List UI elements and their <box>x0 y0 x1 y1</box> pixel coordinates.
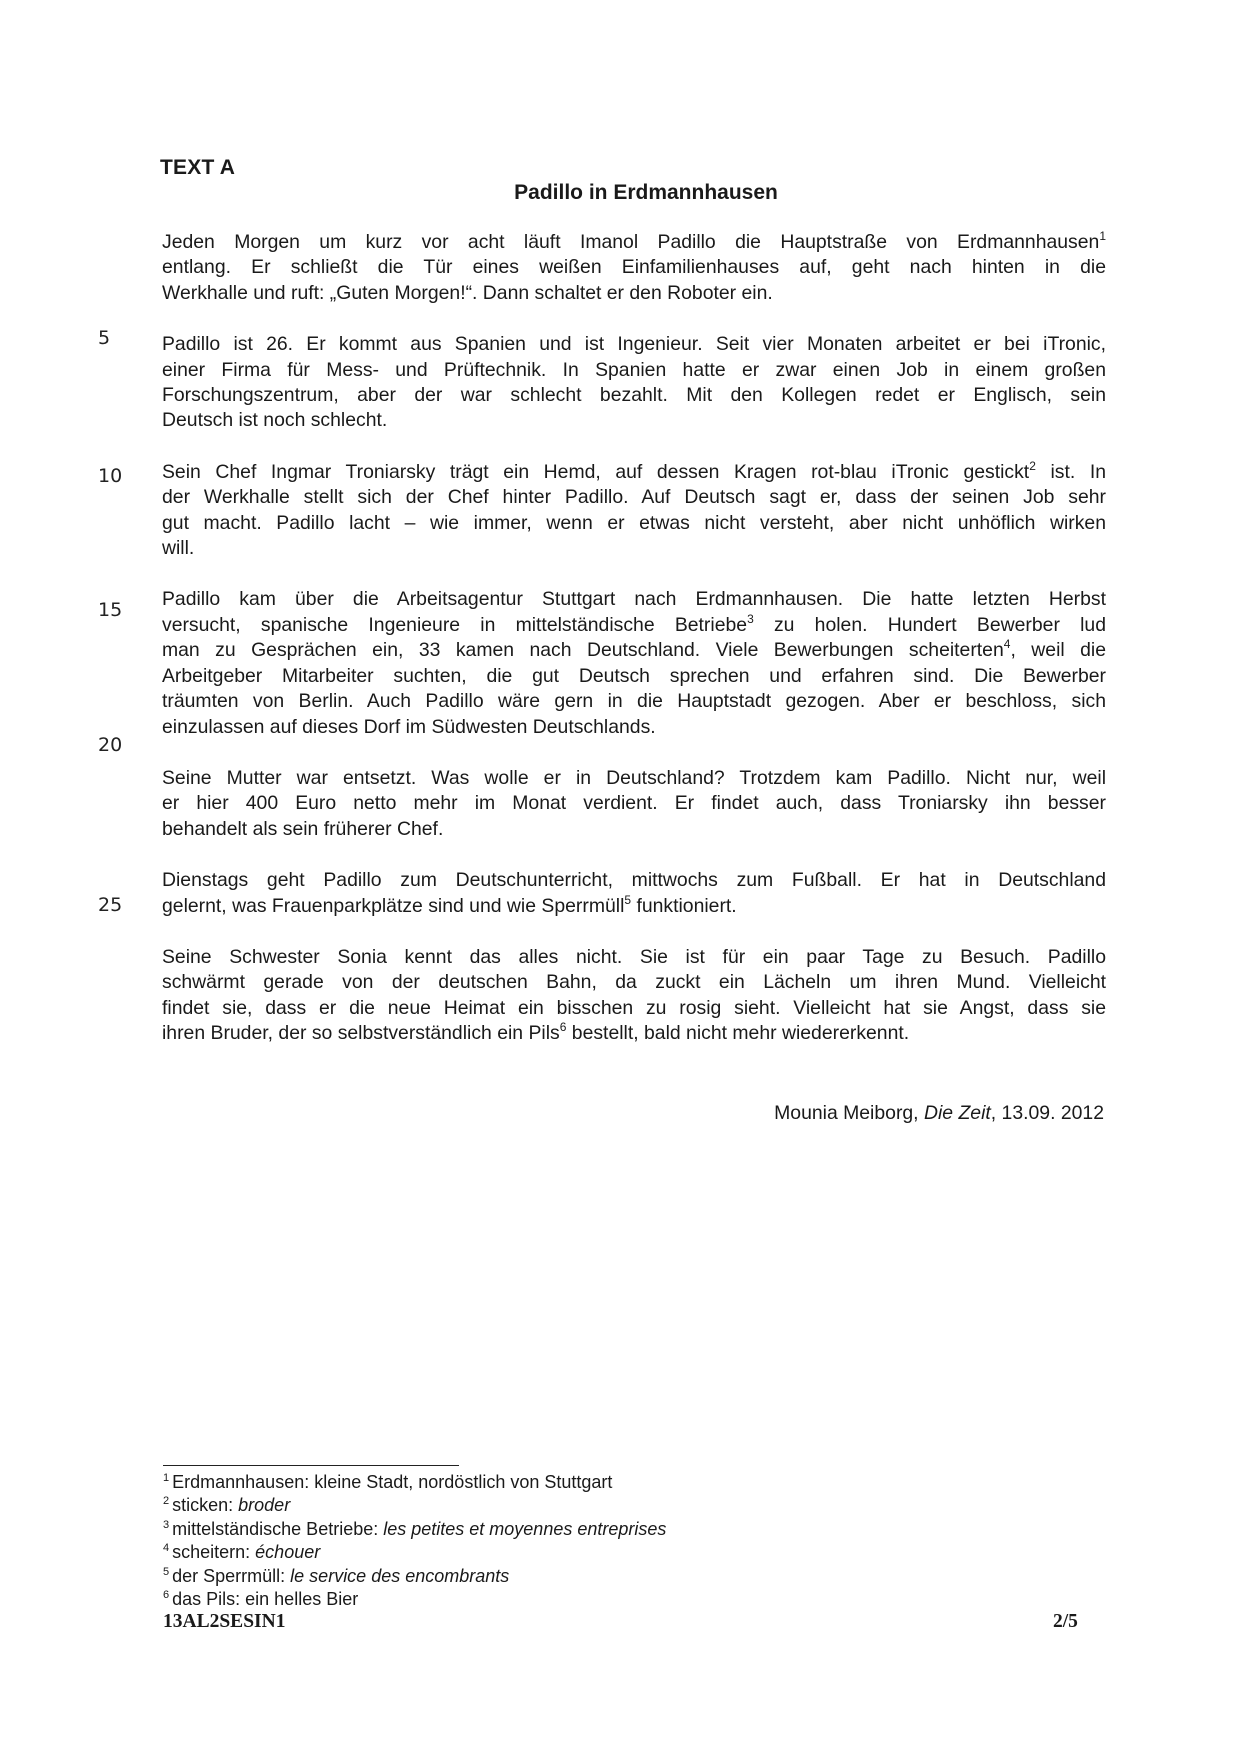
text-segment: Deutsch ist noch schlecht. <box>162 409 388 432</box>
footnote-term: Erdmannhausen: kleine Stadt, nordöstlich von Stuttgart <box>172 1472 613 1492</box>
text-segment: gelernt, was Frauenparkplätze sind und wie Sperrmüll <box>162 894 625 917</box>
footnote-number: 6 <box>163 1589 170 1602</box>
text-segment: zu holen. Hundert Bewerber lud <box>753 613 1106 636</box>
text-line <box>162 460 1106 485</box>
text-segment: Padillo kam über die Arbeitsagentur Stuttgart nach Erdmannhausen. Die hatte letzten Herbst <box>162 588 1106 611</box>
text-line <box>162 817 1106 842</box>
footnote-term: scheitern: <box>172 1542 256 1563</box>
text-segment: ihren Bruder, der so selbstverständlich ein Pils <box>162 1022 560 1045</box>
paragraph <box>162 230 1106 306</box>
text-segment: funktioniert. <box>631 894 737 917</box>
text-segment: , weil die <box>1010 639 1106 662</box>
text-line <box>162 715 1106 740</box>
text-segment: einer Firma für Mess- und Prüftechnik. In Spanien hatte er zwar einen Job in einem großen <box>162 358 1106 381</box>
footnote-term: der Sperrmüll: <box>172 1565 291 1586</box>
page-number: 2/5 <box>1053 1611 1078 1632</box>
text-segment: Sein Chef Ingmar Troniarsky trägt ein Hemd, auf dessen Kragen rot-blau iTronic gestickt <box>162 460 1030 483</box>
citation-author: Mounia Meiborg, <box>774 1102 924 1124</box>
footnote-ref: 3 <box>747 611 754 626</box>
text-segment: will. <box>162 537 195 560</box>
text-segment: schwärmt gerade von der deutschen Bahn, da zuckt ein Lächeln um ihren Mund. Vielleicht <box>162 971 1106 994</box>
text-segment: Arbeitgeber Mitarbeiter suchten, die gut Deutsch sprechen und erfahren sind. Die Bewerber <box>162 664 1106 687</box>
footnote-ref: 4 <box>1003 637 1011 652</box>
text-segment: bestellt, bald nicht mehr wiedererkennt. <box>566 1022 910 1045</box>
text-segment: versucht, spanische Ingenieure in mittelständische Betriebe <box>162 613 748 636</box>
line-number: 10 <box>98 465 123 487</box>
footnote-item <box>163 1565 666 1588</box>
footnotes <box>163 1471 666 1611</box>
text-segment: man zu Gesprächen ein, 33 kamen nach Deutschland. Viele Bewerbungen scheiterten <box>162 639 1004 662</box>
text-line <box>162 408 1106 433</box>
citation <box>160 1102 1104 1125</box>
text-segment: ist. In <box>1035 460 1106 483</box>
text-segment: Dienstags geht Padillo zum Deutschunterricht, mittwochs zum Fußball. Er hat in Deutschland <box>162 869 1106 892</box>
text-segment: einzulassen auf dieses Dorf im Südwesten Deutschlands. <box>162 715 656 738</box>
text-segment: behandelt als sein früherer Chef. <box>162 817 444 840</box>
text-line <box>162 255 1106 280</box>
text-line <box>162 511 1106 536</box>
text-segment: Werkhalle und ruft: „Guten Morgen!“. Dann schaltet er den Roboter ein. <box>162 281 773 304</box>
text-line <box>162 1021 1106 1046</box>
paragraph <box>162 332 1106 434</box>
text-segment: er hier 400 Euro netto mehr im Monat verdient. Er findet auch, dass Troniarsky ihn besser <box>162 792 1106 815</box>
footnote-item <box>163 1494 666 1517</box>
text-segment: träumten von Berlin. Auch Padillo wäre gern in die Hauptstadt gezogen. Aber er beschloss, sich <box>162 690 1106 713</box>
text-segment: gut macht. Padillo lacht – wie immer, wenn er etwas nicht versteht, aber nicht unhöflich wirken <box>162 511 1106 534</box>
text-line <box>162 383 1106 408</box>
line-number: 20 <box>98 734 123 756</box>
text-line <box>162 358 1106 383</box>
footnote-item <box>163 1471 666 1494</box>
paragraph <box>162 587 1106 739</box>
text-line <box>162 996 1106 1021</box>
footnote-ref: 5 <box>624 892 632 907</box>
text-line <box>162 485 1106 510</box>
footnote-translation: le service des encombrants <box>290 1565 510 1586</box>
footnote-item <box>163 1541 666 1564</box>
text-line <box>162 536 1106 561</box>
footnote-number: 1 <box>163 1472 170 1484</box>
footnote-item <box>163 1518 666 1541</box>
text-line <box>162 638 1106 663</box>
text-segment: der Werkhalle stellt sich der Chef hinter Padillo. Auf Deutsch sagt er, dass der seinen Job sehr <box>162 486 1106 509</box>
footnote-number: 3 <box>163 1518 170 1531</box>
document-code: 13AL2SESIN1 <box>163 1611 286 1632</box>
footnote-term: das Pils: ein helles Bier <box>172 1589 359 1610</box>
text-segment: Jeden Morgen um kurz vor acht läuft Imanol Padillo die Hauptstraße von Erdmannhausen <box>162 231 1100 253</box>
footnote-divider <box>163 1465 459 1466</box>
text-line <box>162 970 1106 995</box>
text-segment: findet sie, dass er die neue Heimat ein bisschen zu rosig sieht. Vielleicht hat sie Angst, dass sie <box>162 996 1106 1019</box>
text-line <box>162 689 1106 714</box>
text-line <box>162 587 1106 612</box>
citation-date: , 13.09. 2012 <box>990 1102 1104 1124</box>
text-segment: Forschungszentrum, aber der war schlecht bezahlt. Mit den Kollegen redet er Englisch, sein <box>162 384 1106 407</box>
text-segment: entlang. Er schließt die Tür eines weißen Einfamilienhauses auf, geht nach hinten in die <box>162 256 1106 279</box>
text-line <box>162 332 1106 357</box>
text-segment: Seine Schwester Sonia kennt das alles nicht. Sie ist für ein paar Tage zu Besuch. Padillo <box>162 945 1106 968</box>
paragraph <box>162 460 1106 562</box>
text-segment: Padillo ist 26. Er kommt aus Spanien und ist Ingenieur. Seit vier Monaten arbeitet er bei iTronic, <box>162 333 1106 356</box>
footnote-ref: 2 <box>1029 458 1036 473</box>
footnote-translation: échouer <box>255 1542 321 1563</box>
text-line <box>162 894 1106 919</box>
text-line <box>162 791 1106 816</box>
text-label: TEXT A <box>160 156 236 179</box>
text-segment: Seine Mutter war entsetzt. Was wolle er in Deutschland? Trotzdem kam Padillo. Nicht nur, weil <box>162 766 1106 789</box>
text-line <box>162 945 1106 970</box>
footnote-term: sticken: <box>172 1495 239 1516</box>
text-line <box>162 281 1106 306</box>
article-body <box>162 230 1106 1073</box>
footnote-number: 5 <box>163 1565 170 1578</box>
paragraph <box>162 945 1106 1047</box>
footnote-translation: broder <box>238 1495 291 1516</box>
footnote-item <box>163 1588 666 1611</box>
footnote-translation: les petites et moyennes entreprises <box>383 1518 667 1539</box>
footnote-number: 4 <box>163 1542 170 1555</box>
line-number: 15 <box>98 599 123 621</box>
footnote-ref: 1 <box>1099 229 1106 243</box>
text-line <box>162 230 1106 255</box>
footnote-term: mittelständische Betriebe: <box>172 1518 384 1539</box>
paragraph <box>162 868 1106 919</box>
text-line <box>162 868 1106 893</box>
text-line <box>162 766 1106 791</box>
text-line <box>162 613 1106 638</box>
line-number: 25 <box>98 894 123 916</box>
article-title: Padillo in Erdmannhausen <box>514 181 778 204</box>
paragraph <box>162 766 1106 842</box>
citation-source: Die Zeit <box>923 1102 991 1124</box>
line-number: 5 <box>98 327 111 349</box>
text-line <box>162 664 1106 689</box>
footnote-number: 2 <box>163 1495 170 1508</box>
footnote-ref: 6 <box>559 1020 567 1035</box>
